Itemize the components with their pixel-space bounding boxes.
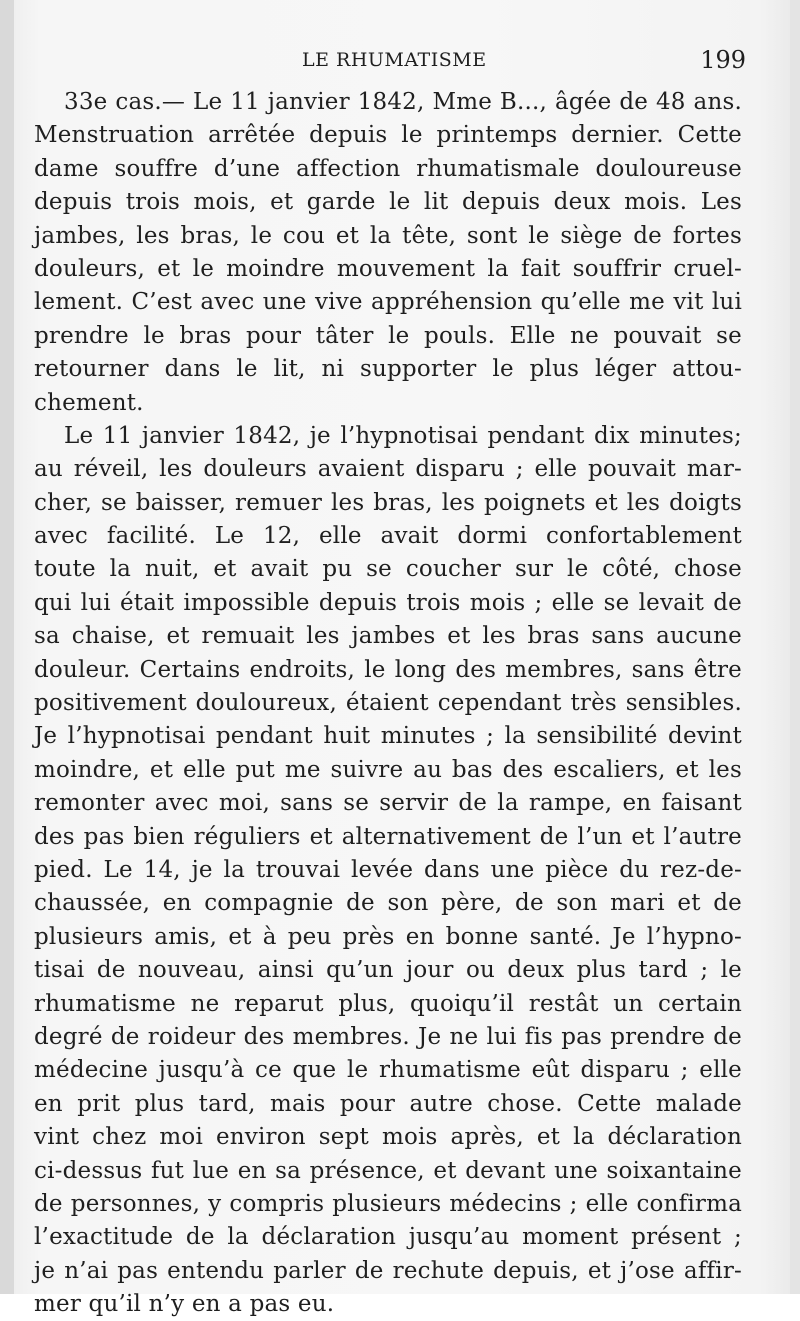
- text-line: Menstruation arrêtée depuis le printemps dernier. Cette: [34, 122, 742, 149]
- page-edge: [790, 0, 800, 1294]
- body-text: [34, 86, 742, 1321]
- text-line: l’exactitude de la déclaration jusqu’au moment présent ;: [34, 1224, 742, 1251]
- text-line: toute la nuit, et avait pu se coucher sur le côté, chose: [34, 556, 742, 583]
- text-line: au réveil, les douleurs avaient disparu ; elle pouvait mar-: [34, 456, 742, 483]
- text-line: chaussée, en compagnie de son père, de son mari et de: [34, 890, 742, 917]
- text-line: tisai de nouveau, ainsi qu’un jour ou deux plus tard ; le: [34, 957, 742, 984]
- text-line: douleurs, et le moindre mouvement la fait souffrir cruel-: [34, 255, 742, 282]
- text-line: vint chez moi environ sept mois après, et la déclaration: [34, 1124, 742, 1151]
- text-line: médecine jusqu’à ce que le rhumatisme eût disparu ; elle: [34, 1057, 742, 1084]
- text-line: lement. C’est avec une vive appréhension qu’elle me vit lui: [34, 289, 742, 316]
- text-line: 33e cas.— Le 11 janvier 1842, Mme B..., âgée de 48 ans.: [64, 89, 742, 115]
- text-line: remonter avec moi, sans se servir de la rampe, en faisant: [34, 790, 742, 817]
- text-line: dame souffre d’une affection rhumatismale douloureuse: [34, 155, 742, 182]
- text-line: chement.: [34, 389, 144, 416]
- text-line: pied. Le 14, je la trouvai levée dans une pièce du rez-de-: [34, 856, 742, 883]
- text-line: retourner dans le lit, ni supporter le plus léger attou-: [34, 356, 742, 383]
- text-line: ci-dessus fut lue en sa présence, et devant une soixantaine: [34, 1157, 742, 1184]
- text-line: positivement douloureux, étaient cependant très sensibles.: [34, 690, 742, 717]
- text-line: plusieurs amis, et à peu près en bonne santé. Je l’hypno-: [34, 923, 742, 950]
- text-line: sa chaise, et remuait les jambes et les bras sans aucune: [34, 623, 742, 650]
- text-line: des pas bien réguliers et alternativement de l’un et l’autre: [34, 823, 742, 850]
- running-header: [34, 46, 746, 76]
- text-line: moindre, et elle put me suivre au bas des escaliers, et les: [34, 756, 742, 783]
- text-line: depuis trois mois, et garde le lit depuis deux mois. Les: [34, 189, 742, 216]
- text-line: cher, se baisser, remuer les bras, les poignets et les doigts: [34, 489, 742, 516]
- text-line: avec facilité. Le 12, elle avait dormi confortablement: [34, 523, 742, 550]
- running-title: LE RHUMATISME: [302, 49, 487, 71]
- text-line: jambes, les bras, le cou et la tête, sont le siège de fortes: [34, 222, 742, 249]
- text-line: Je l’hypnotisai pendant huit minutes ; la sensibilité devint: [34, 723, 742, 750]
- text-line: degré de roideur des membres. Je ne lui fis pas prendre de: [34, 1023, 742, 1050]
- text-line: Le 11 janvier 1842, je l’hypnotisai pendant dix minutes;: [64, 422, 742, 449]
- text-line: je n’ai pas entendu parler de rechute depuis, et j’ose affir-: [34, 1257, 742, 1284]
- text-line: mer qu’il n’y en a pas eu.: [34, 1291, 335, 1318]
- text-line: prendre le bras pour tâter le pouls. Elle ne pouvait se: [34, 322, 742, 349]
- text-line: rhumatisme ne reparut plus, quoiqu’il restât un certain: [34, 990, 742, 1017]
- page-gutter-shadow: [0, 0, 14, 1294]
- text-line: douleur. Certains endroits, le long des membres, sans être: [34, 656, 742, 683]
- page-number: 199: [700, 46, 746, 74]
- text-line: qui lui était impossible depuis trois mois ; elle se levait de: [34, 589, 742, 616]
- text-line: de personnes, y compris plusieurs médecins ; elle confirma: [34, 1190, 742, 1217]
- text-line: en prit plus tard, mais pour autre chose. Cette malade: [34, 1090, 742, 1117]
